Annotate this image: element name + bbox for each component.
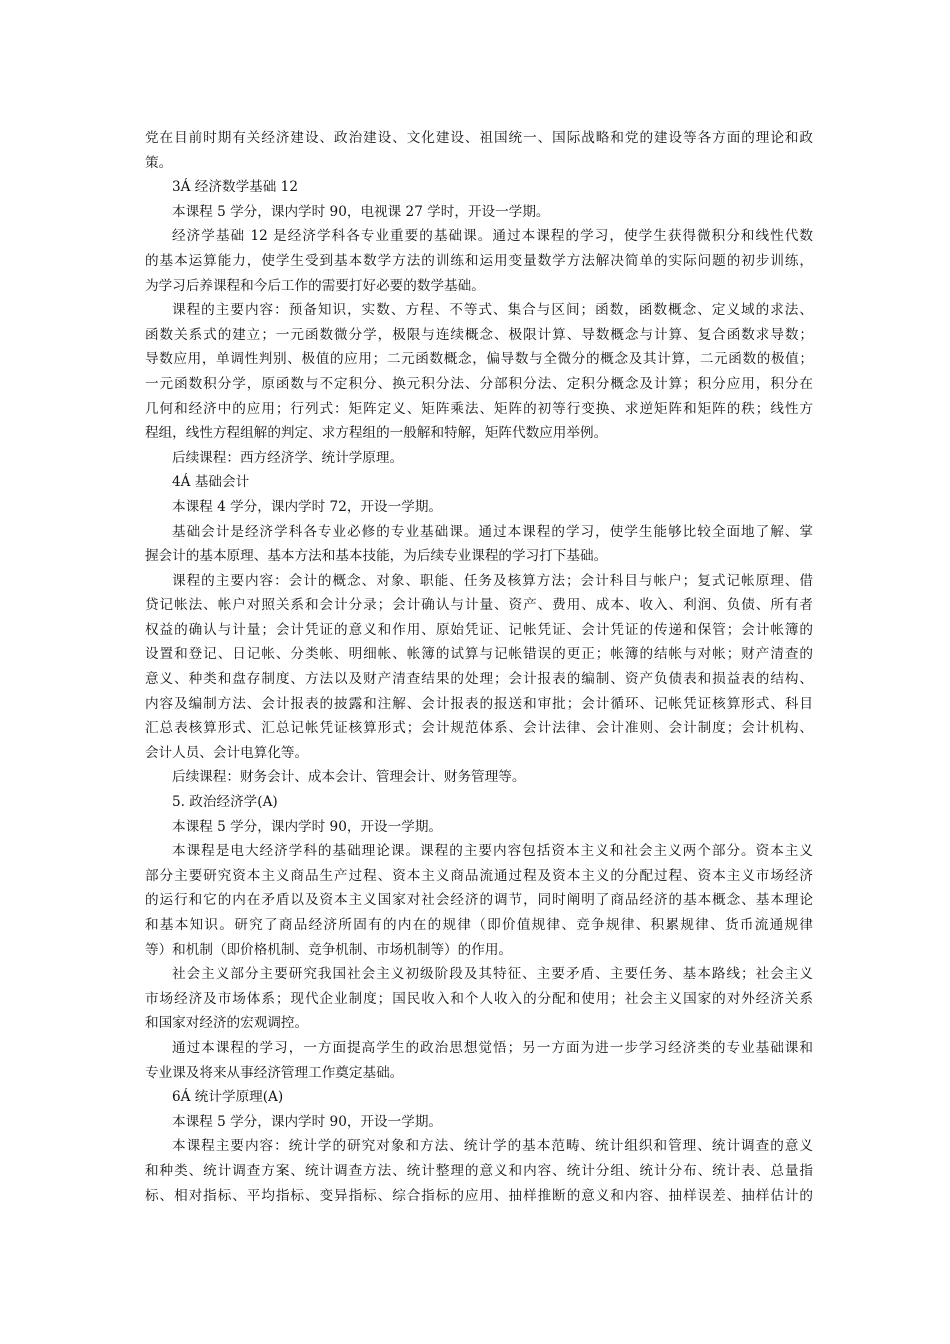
text-line: 后续课程：财务会计、成本会计、管理会计、财务管理等。 xyxy=(172,769,526,786)
text-line: 和基本知识。研究了商品经济所固有的内在的规律（即价值规律、竞争规律、积累规律、货币流通规律 xyxy=(145,917,813,933)
text-line: 意义、种类和盘存制度、方法以及财产清查结果的处理；会计报表的编制、资产负债表和损益表的结构、 xyxy=(145,671,813,688)
text-line: 本课程 4 学分，课内学时 72，开设一学期。 xyxy=(172,498,443,515)
text-line: 专业课及将来从事经济管理工作奠定基础。 xyxy=(145,1064,404,1081)
text-line: 经济学基础 12 是经济学科各专业重要的基础课。通过本课程的学习，使学生获得微积分和线性代数 xyxy=(172,228,813,245)
text-line: 和种类、统计调查方案、统计调查方法、统计整理的意义和内容、统计分组、统计分布、统计表、总量指 xyxy=(145,1162,813,1179)
text-line: 等）和机制（即价格机制、竞争机制、市场机制等）的作用。 xyxy=(145,941,513,958)
text-line: 4Á 基础会计 xyxy=(172,474,250,491)
text-line: 本课程 5 学分，课内学时 90，开设一学期。 xyxy=(172,818,443,835)
text-line: 社会主义部分主要研究我国社会主义初级阶段及其特征、主要矛盾、主要任务、基本路线；社会主义 xyxy=(172,966,813,983)
text-line: 导数应用，单调性判别、极值的应用；二元函数概念，偏导数与全微分的概念及其计算，二元函数的极值； xyxy=(145,351,813,368)
text-line: 课程的主要内容：预备知识，实数、方程、不等式、集合与区间；函数，函数概念、定义域的求法、 xyxy=(172,302,813,319)
text-line: 本课程是电大经济学科的基础理论课。课程的主要内容包括资本主义和社会主义两个部分。资本主义 xyxy=(172,843,813,860)
text-line: 本课程 5 学分，课内学时 90，开设一学期。 xyxy=(172,1113,443,1130)
text-line: 几何和经济中的应用；行列式：矩阵定义、矩阵乘法、矩阵的初等行变换、求逆矩阵和矩阵的秩；线性方 xyxy=(145,400,813,417)
text-line: 课程的主要内容：会计的概念、对象、职能、任务及核算方法；会计科目与帐户；复式记帐原理、借 xyxy=(172,572,813,589)
text-line: 通过本课程的学习，一方面提高学生的政治思想觉悟；另一方面为进一步学习经济类的专业基础课和 xyxy=(172,1039,813,1056)
text-line: 的基本运算能力，使学生受到基本数学方法的训练和运用变量数学方法解决简单的实际问题的初步训练， xyxy=(145,252,813,269)
text-line: 内容及编制方法、会计报表的披露和注解、会计报表的报送和审批；会计循环、记帐凭证核算形式、科目 xyxy=(145,695,813,712)
text-line: 3Á 经济数学基础 12 xyxy=(172,179,298,196)
text-line: 后续课程：西方经济学、统计学原理。 xyxy=(172,449,404,466)
text-line: 标、相对指标、平均指标、变异指标、综合指标的应用、抽样推断的意义和内容、抽样误差、抽样估计的 xyxy=(145,1187,813,1204)
text-line: 一元函数积分学，原函数与不定积分、换元积分法、分部积分法、定积分概念及计算；积分应用，积分在 xyxy=(145,375,813,392)
text-line: 部分主要研究资本主义商品生产过程、资本主义商品流通过程及资本主义的分配过程、资本主义市场经济 xyxy=(145,867,813,884)
text-line: 本课程 5 学分，课内学时 90，电视课 27 学时，开设一学期。 xyxy=(172,203,550,220)
text-line: 会计人员、会计电算化等。 xyxy=(145,744,309,761)
text-line: 函数关系式的建立；一元函数微分学，极限与连续概念、极限计算、导数概念与计算、复合函数求导数； xyxy=(145,326,813,343)
text-line: 和国家对经济的宏观调控。 xyxy=(145,1015,309,1032)
text-line: 程组，线性方程组解的判定、求方程组的一般解和特解，矩阵代数应用举例。 xyxy=(145,425,608,442)
text-line: 本课程主要内容：统计学的研究对象和方法、统计学的基本范畴、统计组织和管理、统计调查的意义 xyxy=(172,1138,813,1155)
text-line: 设置和登记、日记帐、分类帐、明细帐、帐簿的试算与记帐错误的更正；帐簿的结帐与对帐；财产清查的 xyxy=(145,646,813,663)
text-line: 6Á 统计学原理(A) xyxy=(172,1089,284,1106)
text-line: 党在目前时期有关经济建设、政治建设、文化建设、祖国统一、国际战略和党的建设等各方面的理论和政 xyxy=(145,130,813,146)
text-line: 市场经济及市场体系；现代企业制度；国民收入和个人收入的分配和使用；社会主义国家的对外经济关系 xyxy=(145,990,813,1007)
text-line: 的运行和它的内在矛盾以及资本主义国家对社会经济的调节，同时阐明了商品经济的基本概念、基本理论 xyxy=(145,892,813,909)
text-line: 握会计的基本原理、基本方法和基本技能，为后续专业课程的学习打下基础。 xyxy=(145,548,608,565)
text-line: 策。 xyxy=(145,154,173,171)
text-line: 基础会计是经济学科各专业必修的专业基础课。通过本课程的学习，使学生能够比较全面地了解、掌 xyxy=(172,523,813,540)
text-line: 汇总表核算形式、汇总记帐凭证核算形式；会计规范体系、会计法律、会计准则、会计制度；会计机构、 xyxy=(145,720,813,737)
text-line: 贷记帐法、帐户对照关系和会计分录；会计确认与计量、资产、费用、成本、收入、利润、负债、所有者 xyxy=(145,597,813,614)
document-page xyxy=(145,126,813,1208)
text-line: 为学习后养课程和今后工作的需要打好必要的数学基础。 xyxy=(145,277,485,294)
text-line: 5. 政治经济学(A) xyxy=(172,794,278,811)
text-line: 权益的确认与计量；会计凭证的意义和作用、原始凭证、记帐凭证、会计凭证的传递和保管；会计帐簿的 xyxy=(145,621,813,638)
